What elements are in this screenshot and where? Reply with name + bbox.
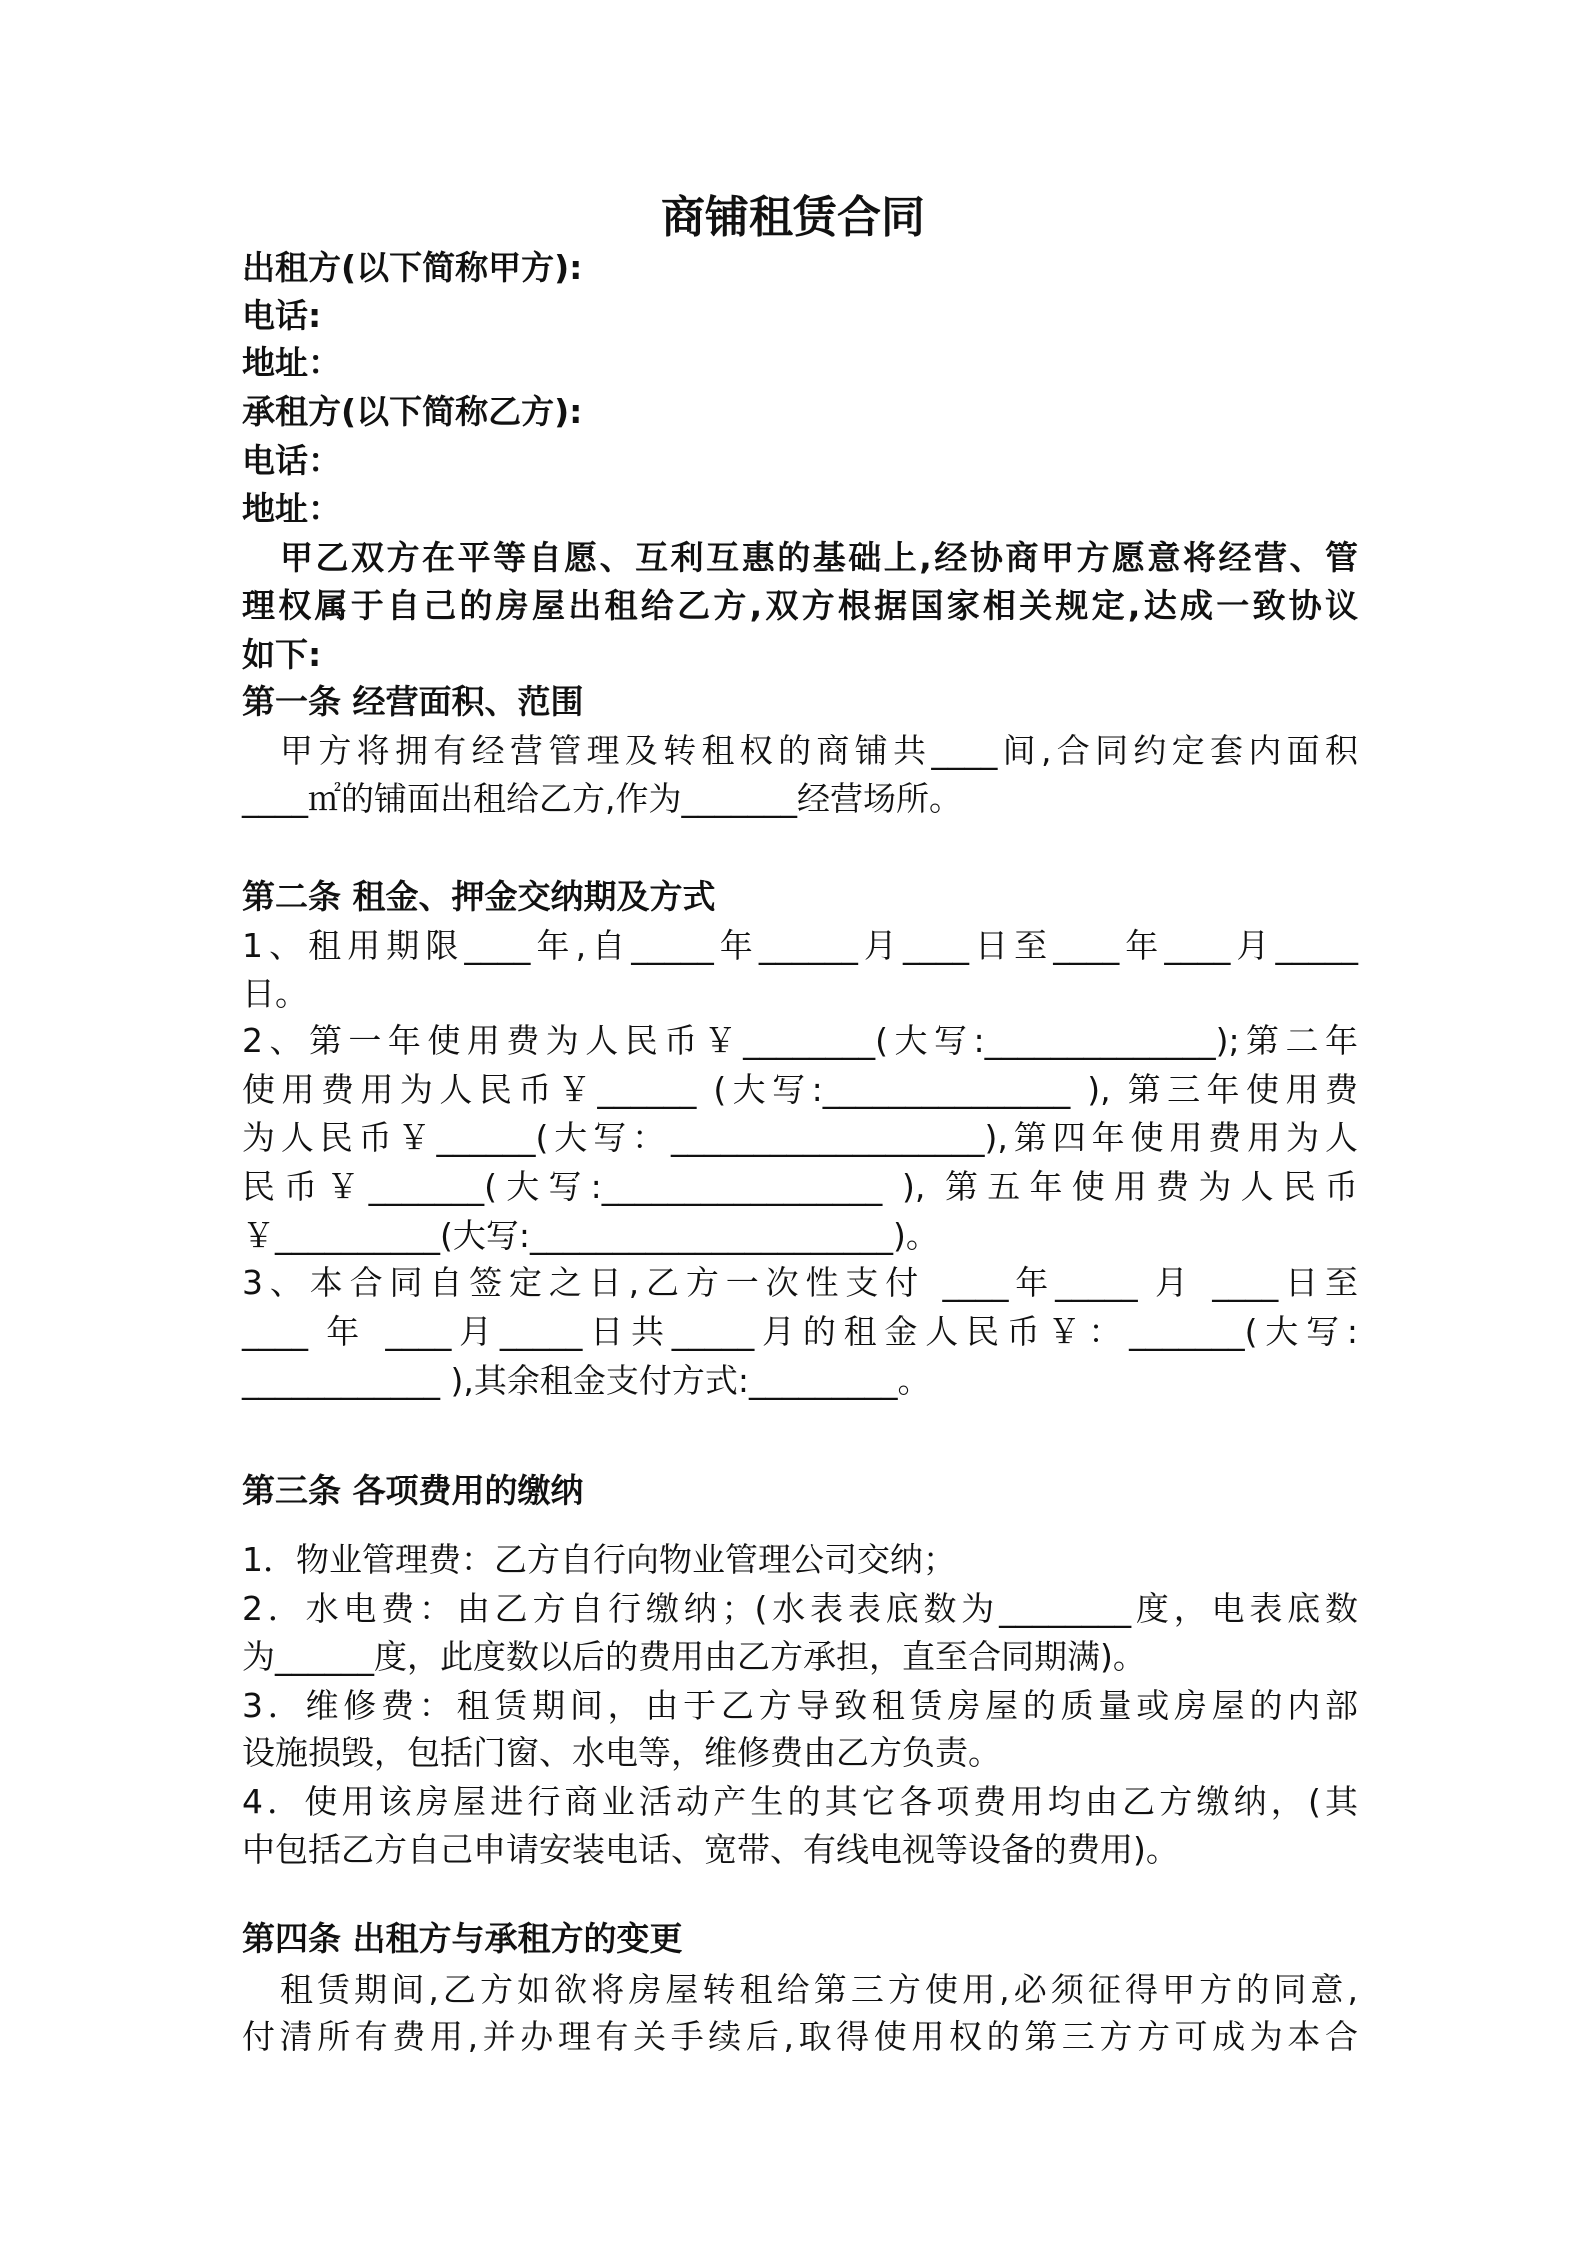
article1-line: ____㎡的铺面出租给乙方,作为_______经营场所。 xyxy=(242,779,962,818)
preamble-line: 理权属于自己的房屋出租给乙方,双方根据国家相关规定,达成一致协议 xyxy=(242,586,1358,625)
article4-heading: 第四条 出租方与承租方的变更 xyxy=(242,1919,683,1958)
article3-line: 设施损毁，包括门窗、水电等，维修费由乙方负责。 xyxy=(242,1733,1001,1772)
article3-line: 2．水电费：由乙方自行缴纳；(水表表底数为________度，电表底数 xyxy=(242,1589,1358,1628)
article2-line: 日。 xyxy=(242,974,308,1013)
article2-line: 使用费用为人民币￥______ (大写:_______________ ), 第三年使用费 xyxy=(242,1070,1358,1109)
article3-heading: 第三条 各项费用的缴纳 xyxy=(242,1471,584,1510)
article2-line: 3、本合同自签定之日,乙方一次性支付 ____年_____ 月 ____日至 xyxy=(242,1263,1358,1302)
article2-line: 为人民币￥______(大写：___________________),第四年使用费用为人 xyxy=(242,1118,1358,1157)
article3-line: 为______度，此度数以后的费用由乙方承担，直至合同期满)。 xyxy=(242,1637,1146,1676)
lessee-label: 承租方(以下简称乙方): xyxy=(242,392,583,431)
preamble-line: 甲乙双方在平等自愿、互利互惠的基础上,经协商甲方愿意将经营、管 xyxy=(280,538,1358,577)
article1-heading: 第一条 经营面积、范围 xyxy=(242,682,584,721)
article2-line: 1、租用期限____年,自_____年______月____日至____年____月_____ xyxy=(242,926,1358,965)
article2-line: 2、第一年使用费为人民币￥________(大写:______________);第二年 xyxy=(242,1021,1358,1060)
article3-line: 3．维修费：租赁期间，由于乙方导致租赁房屋的质量或房屋的内部 xyxy=(242,1686,1358,1725)
article3-line: 中包括乙方自己申请安装电话、宽带、有线电视等设备的费用)。 xyxy=(242,1830,1179,1869)
article2-line: ____ 年 ____月_____日共_____月的租金人民币￥：_______(大写: xyxy=(242,1312,1358,1351)
article2-line: ￥__________(大写:______________________)。 xyxy=(242,1216,939,1255)
lessee-phone-label: 电话： xyxy=(242,441,341,480)
article4-line: 租赁期间,乙方如欲将房屋转租给第三方使用,必须征得甲方的同意, xyxy=(280,1970,1358,2009)
article2-line: ____________ ),其余租金支付方式:_________。 xyxy=(242,1361,931,1400)
lessee-address-label: 地址： xyxy=(242,489,341,528)
article1-line: 甲方将拥有经营管理及转租权的商铺共____间,合同约定套内面积 xyxy=(280,731,1358,770)
lessor-phone-label: 电话: xyxy=(242,296,322,335)
article3-line: 1．物业管理费：乙方自行向物业管理公司交纳； xyxy=(242,1540,956,1579)
article2-heading: 第二条 租金、押金交纳期及方式 xyxy=(242,877,716,916)
article3-line: 4．使用该房屋进行商业活动产生的其它各项费用均由乙方缴纳，(其 xyxy=(242,1782,1358,1821)
lessor-address-label: 地址： xyxy=(242,343,341,382)
document-title: 商铺租赁合同 xyxy=(661,192,925,243)
article2-line: 民币￥_______(大写:_________________ ), 第五年使用费为人民币 xyxy=(242,1167,1358,1206)
article4-line: 付清所有费用,并办理有关手续后,取得使用权的第三方方可成为本合 xyxy=(242,2017,1358,2056)
preamble-line: 如下: xyxy=(242,635,322,674)
lessor-label: 出租方(以下简称甲方): xyxy=(242,248,583,287)
